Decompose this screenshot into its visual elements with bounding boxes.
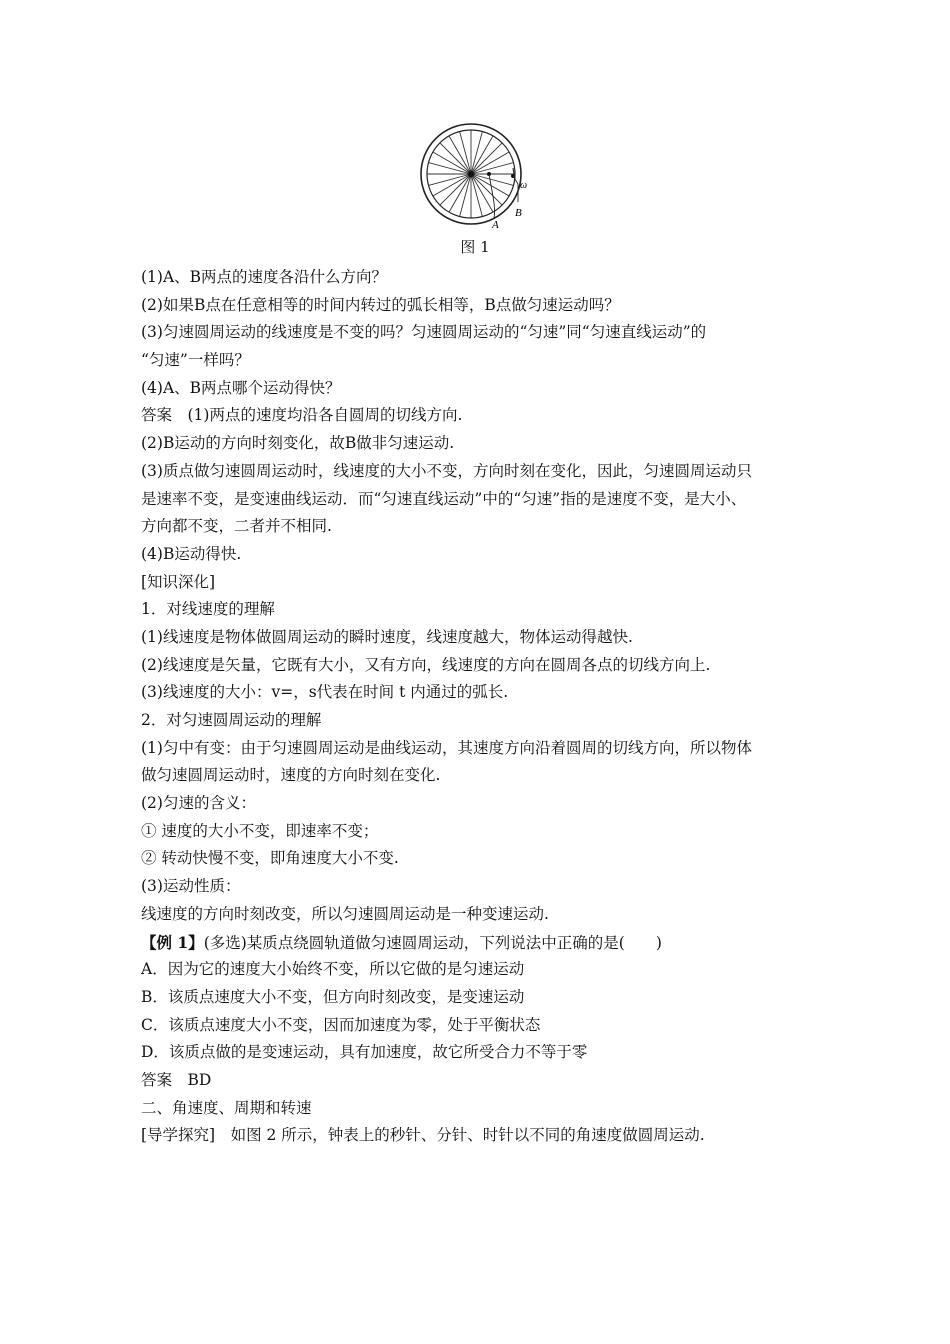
wheel-spoke (471, 174, 514, 185)
point-2-3: (3)运动性质： (141, 877, 241, 896)
option-c: C．该质点速度大小不变，因而加速度为零，处于平衡状态 (141, 1015, 541, 1034)
wheel-figure (410, 122, 540, 240)
label-a: A (492, 219, 499, 231)
wheel-spoke (460, 174, 471, 217)
point-2-2-a: ① 速度的大小不变，即速率不变； (141, 821, 379, 840)
guided-inquiry: [导学探究] 如图 2 所示，钟表上的秒针、分针、时针以不同的角速度做圆周运动. (141, 1126, 705, 1145)
document-body (141, 264, 821, 1150)
heading-uniform-circular: 2．对匀速圆周运动的理解 (141, 711, 322, 729)
point-2-2: (2)匀速的含义： (141, 794, 256, 813)
label-b: B (515, 207, 522, 219)
section-knowledge-deepen: [知识深化] (141, 572, 216, 591)
question-2: (2)如果B点在任意相等的时间内转过的弧长相等，B点做匀速运动吗？ (141, 295, 620, 314)
answer-4: (4)B运动得快. (141, 544, 242, 563)
wheel-spoke (471, 132, 482, 175)
question-4: (4)A、B两点哪个运动得快？ (141, 378, 341, 397)
label-omega: ω (520, 180, 528, 191)
heading-angular-velocity: 二、角速度、周期和转速 (141, 1098, 312, 1117)
answer-2: (2)B运动的方向时刻变化，故B做非匀速运动. (141, 434, 455, 453)
point-2-2-b: ② 转动快慢不变，即角速度大小不变. (141, 849, 399, 868)
option-b: B．该质点速度大小不变，但方向时刻改变，是变速运动 (141, 987, 525, 1006)
wheel-spoke (460, 132, 471, 175)
wheel-spoke (429, 174, 472, 185)
question-3-cont: “匀速”一样吗？ (141, 351, 250, 370)
wheel-spoke (471, 174, 482, 217)
question-3: (3)匀速圆周运动的线速度是不变的吗？匀速圆周运动的“匀速”同“匀速直线运动”的 (141, 323, 707, 342)
answer-3-cont: 是速率不变，是变速曲线运动．而“匀速直线运动”中的“匀速”指的是速度不变，是大小、 (141, 489, 747, 508)
wheel-diagram (410, 122, 540, 240)
question-1: (1)A、B两点的速度各沿什么方向？ (141, 268, 388, 286)
example-tag: 【例 1】 (141, 932, 204, 952)
answer-3: (3)质点做匀速圆周运动时，线速度的大小不变，方向时刻在变化，因此，匀速圆周运动只 (141, 461, 752, 480)
heading-linear-velocity: 1．对线速度的理解 (141, 600, 275, 619)
figure-caption: 图 1 (460, 238, 490, 256)
option-d: D．该质点做的是变速运动，具有加速度，故它所受合力不等于零 (141, 1043, 588, 1062)
point-1-2: (2)线速度是矢量，它既有大小，又有方向，线速度的方向在圆周各点的切线方向上. (141, 655, 711, 674)
wheel-spoke (429, 163, 472, 174)
answer-1: 答案 (1)两点的速度均沿各自圆周的切线方向. (141, 406, 463, 425)
example-1-question (141, 929, 821, 957)
point-1-3: (3)线速度的大小：v=，s代表在时间 t 内通过的弧长. (141, 683, 509, 702)
point-2-1: (1)匀中有变：由于匀速圆周运动是曲线运动，其速度方向沿着圆周的切线方向，所以物体 (141, 738, 752, 757)
wheel-spoke (471, 163, 514, 174)
example-answer: 答案 BD (141, 1070, 212, 1089)
answer-3-cont2: 方向都不变，二者并不相同. (141, 517, 332, 536)
point-2-1-cont: 做匀速圆周运动时，速度的方向时刻在变化. (141, 766, 441, 785)
point-1-1: (1)线速度是物体做圆周运动的瞬时速度，线速度越大，物体运动得越快. (141, 627, 633, 646)
wheel-hub (468, 171, 474, 177)
example-text: (多选)某质点绕圆轨道做匀速圆周运动，下列说法中正确的是( ) (203, 933, 662, 952)
point-2-3-text: 线速度的方向时刻改变，所以匀速圆周运动是一种变速运动. (141, 904, 549, 923)
option-a: A．因为它的速度大小始终不变，所以它做的是匀速运动 (141, 960, 525, 979)
